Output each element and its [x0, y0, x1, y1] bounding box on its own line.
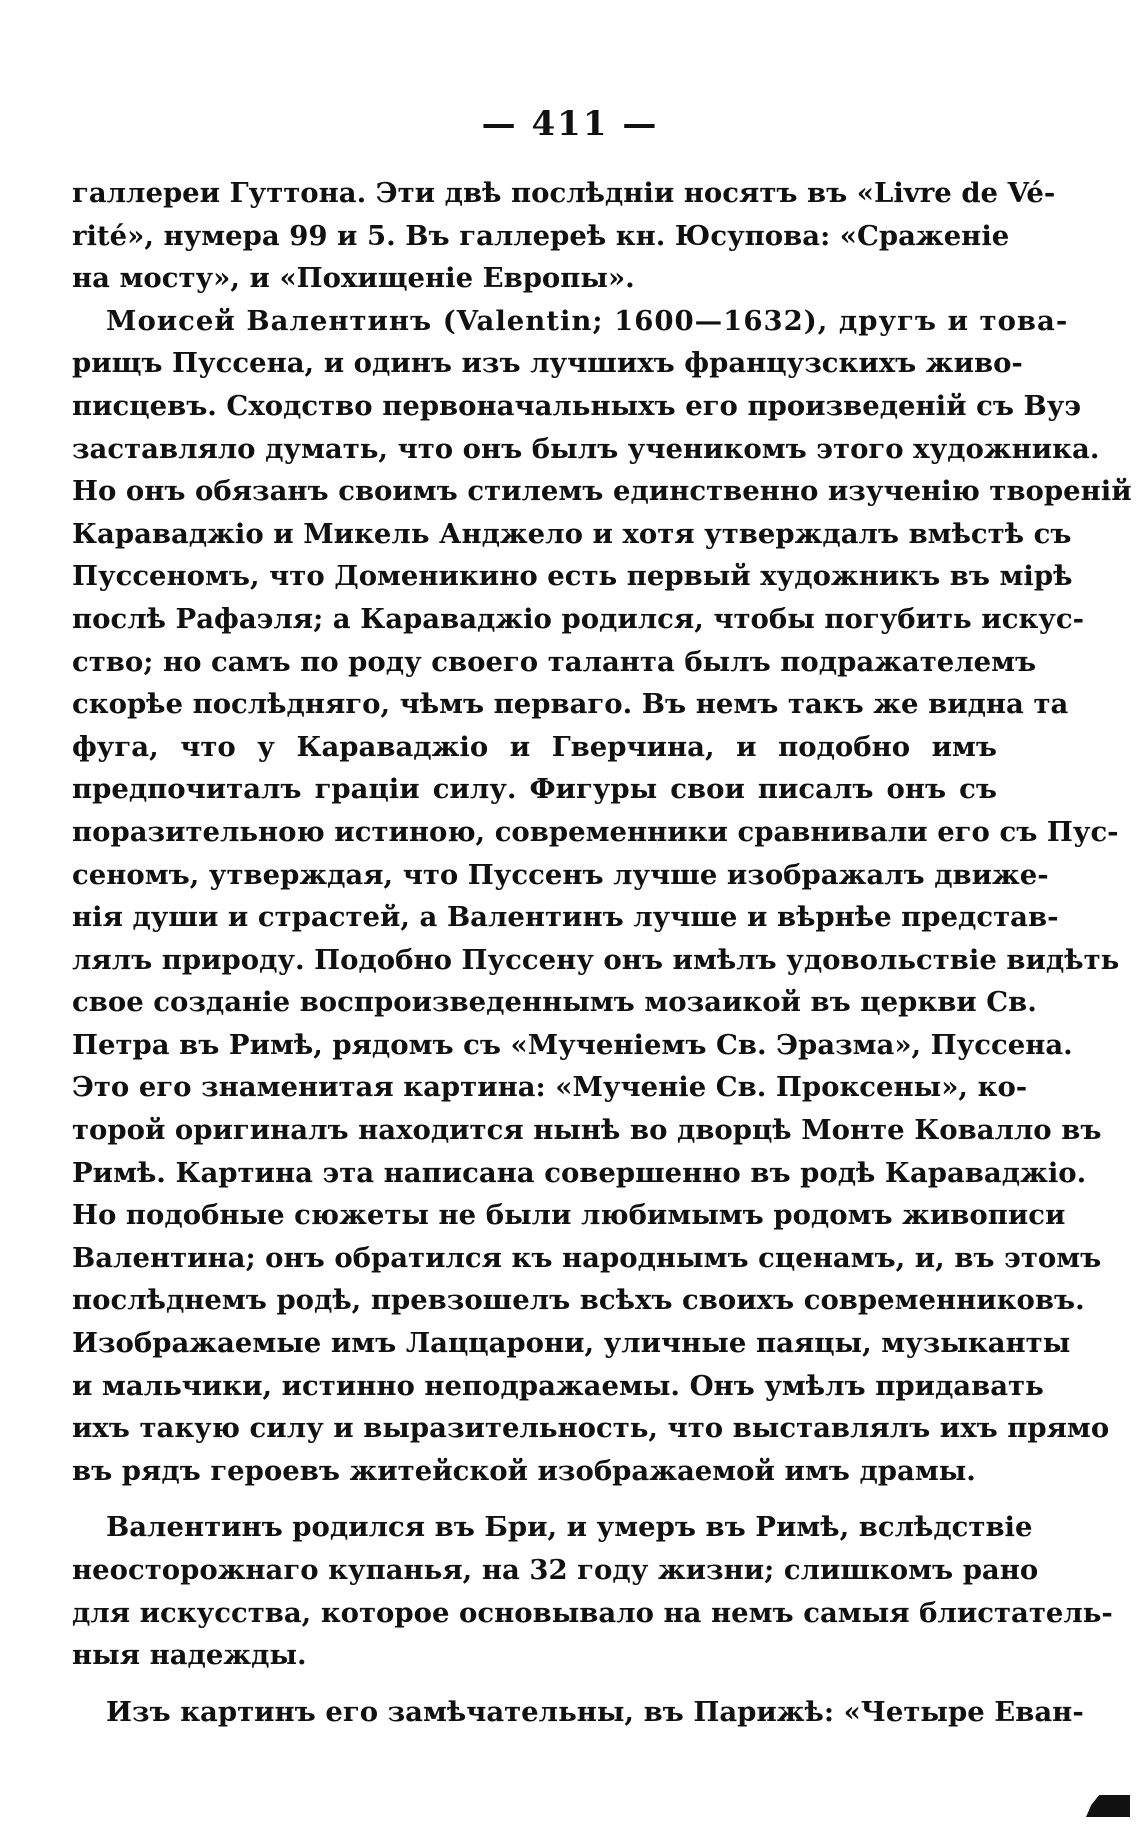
body-text — [72, 172, 1132, 1733]
text-line: Изъ картинъ его замѣчательны, въ Парижѣ: «Четыре Еван- — [106, 1695, 1084, 1728]
text-line: послѣ Рафаэля; а Караваджiо родился, чтобы погубить искус- — [72, 602, 1085, 635]
text-line: писцевъ. Сходство первоначальныхъ его произведенiй съ Вуэ — [72, 389, 1082, 422]
artist-heading-line: Моисей Валентинъ (Valentin; 1600—1632), другъ и това- — [106, 304, 1069, 337]
text-line: на мосту», и «Похищенiе Европы». — [72, 262, 635, 295]
text-line: Пуссеномъ, что Доменикино есть первый художникъ въ мiрѣ — [72, 560, 1073, 593]
text-line: для искусства, которое основывало на немъ самыя блистатель- — [72, 1596, 1113, 1629]
text-line: Валентина; онъ обратился къ народнымъ сценамъ, и, въ этомъ — [72, 1241, 1102, 1274]
text-line: послѣднемъ родѣ, превзошелъ всѣхъ своихъ современниковъ. — [72, 1284, 1085, 1317]
text-line: рищъ Пуссена, и одинъ изъ лучшихъ французскихъ живо- — [72, 347, 1023, 380]
text-line: ство; но самъ по роду своего таланта былъ подражателемъ — [72, 645, 1037, 678]
text-line: Петра въ Римѣ, рядомъ съ «Мученiемъ Св. Эразма», Пуссена. — [72, 1028, 1073, 1061]
text-line: заставляло думать, что онъ былъ ученикомъ этого художника. — [72, 432, 1100, 465]
text-line: Изображаемые имъ Лаццарони, уличные паяцы, музыканты — [72, 1327, 1071, 1360]
page-number: — 411 — — [481, 104, 659, 144]
text-line: торой оригиналъ находится нынѣ во дворцѣ Монте Ковалло въ — [72, 1114, 1102, 1147]
text-line: свое созданiе воспроизведеннымъ мозаикой въ церкви Св. — [72, 986, 1037, 1019]
text-line: скорѣе послѣдняго, чѣмъ перваго. Въ немъ такъ же видна та — [72, 688, 1069, 721]
text-line: фуга, что у Караваджiо и Гверчина, и подобно имъ — [72, 730, 997, 763]
text-line: Но онъ обязанъ своимъ стилемъ единственно изученiю творенiй — [72, 475, 1132, 508]
text-line: Римѣ. Картина эта написана совершенно въ родѣ Караваджiо. — [72, 1156, 1087, 1189]
text-line: нiя души и страстей, а Валентинъ лучше и вѣрнѣе представ- — [72, 901, 1059, 934]
text-line: Но подобные сюжеты не были любимымъ родомъ живописи — [72, 1199, 1066, 1232]
scan-corner-mark — [1086, 1795, 1130, 1817]
text-line: неосторожнаго купанья, на 32 году жизни; слишкомъ рано — [72, 1554, 1039, 1586]
text-line: Караваджiо и Микель Анджело и хотя утверждалъ вмѣстѣ съ — [72, 517, 1072, 550]
text-line: поразительною истиною, современники сравнивали его съ Пус- — [72, 815, 1119, 848]
text-line: въ рядъ героевъ житейской изображаемой имъ драмы. — [72, 1454, 976, 1487]
text-line: Валентинъ родился въ Бри, и умеръ въ Римѣ, вслѣдствiе — [106, 1511, 1033, 1544]
text-line: предпочиталъ грацiи силу. Фигуры свои писалъ онъ съ — [72, 773, 997, 806]
text-line: ихъ такую силу и выразительность, что выставлялъ ихъ прямо — [72, 1412, 1110, 1445]
text-line: галлереи Гуттона. Эти двѣ послѣднiи носятъ въ «Livre de Vé- — [72, 177, 1056, 209]
text-line: rité», нумера 99 и 5. Въ галлереѣ кн. Юсупова: «Сраженiе — [72, 219, 1010, 252]
text-line: и мальчики, истинно неподражаемы. Онъ умѣлъ придавать — [72, 1369, 1044, 1402]
text-line: сеномъ, утверждая, что Пуссенъ лучше изображалъ движе- — [72, 858, 1049, 891]
text-line: лялъ природу. Подобно Пуссену онъ имѣлъ удовольствiе видѣть — [72, 943, 1120, 976]
text-line: ныя надежды. — [72, 1639, 307, 1672]
text-line: Это его знаменитая картина: «Мученiе Св. Проксены», ко- — [72, 1071, 1028, 1104]
